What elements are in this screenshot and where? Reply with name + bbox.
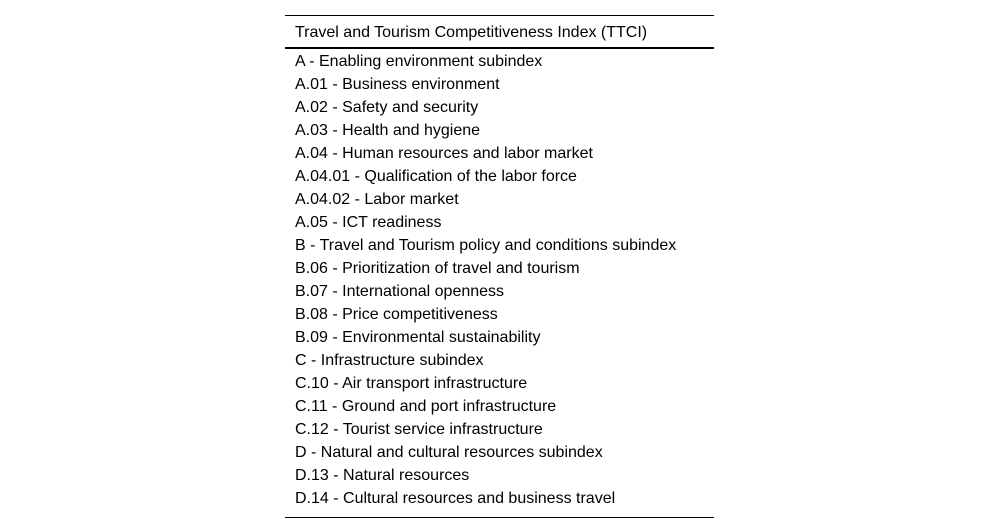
table-row: C - Infrastructure subindex [295,352,484,369]
table-row: A.04.01 - Qualification of the labor force [295,168,577,185]
table-row: A.03 - Health and hygiene [295,122,481,139]
table-row: A - Enabling environment subindex [295,53,543,70]
table-row: A.04.02 - Labor market [295,191,459,208]
table-row: B.08 - Price competitiveness [295,306,498,323]
table-row: A.02 - Safety and security [295,99,479,116]
table-row: A.05 - ICT readiness [295,214,442,231]
table-row: B.07 - International openness [295,283,505,300]
table-row: B.09 - Environmental sustainability [295,329,541,346]
bottom-rule [285,517,714,518]
table-row: B - Travel and Tourism policy and conditions subindex [295,237,677,254]
table-row: A.01 - Business environment [295,76,500,93]
table-row: B.06 - Prioritization of travel and tourism [295,260,580,277]
table-row: D - Natural and cultural resources subindex [295,444,603,461]
table-row: D.13 - Natural resources [295,467,470,484]
ttci-table [285,15,714,518]
table-row: C.10 - Air transport infrastructure [295,375,528,392]
table-body [285,49,714,511]
table-header: Travel and Tourism Competitiveness Index (TTCI) [295,24,648,41]
table-row: A.04 - Human resources and labor market [295,145,593,162]
table-row: D.14 - Cultural resources and business travel [295,490,616,507]
table-row: C.11 - Ground and port infrastructure [295,398,557,415]
table-row: C.12 - Tourist service infrastructure [295,421,543,438]
